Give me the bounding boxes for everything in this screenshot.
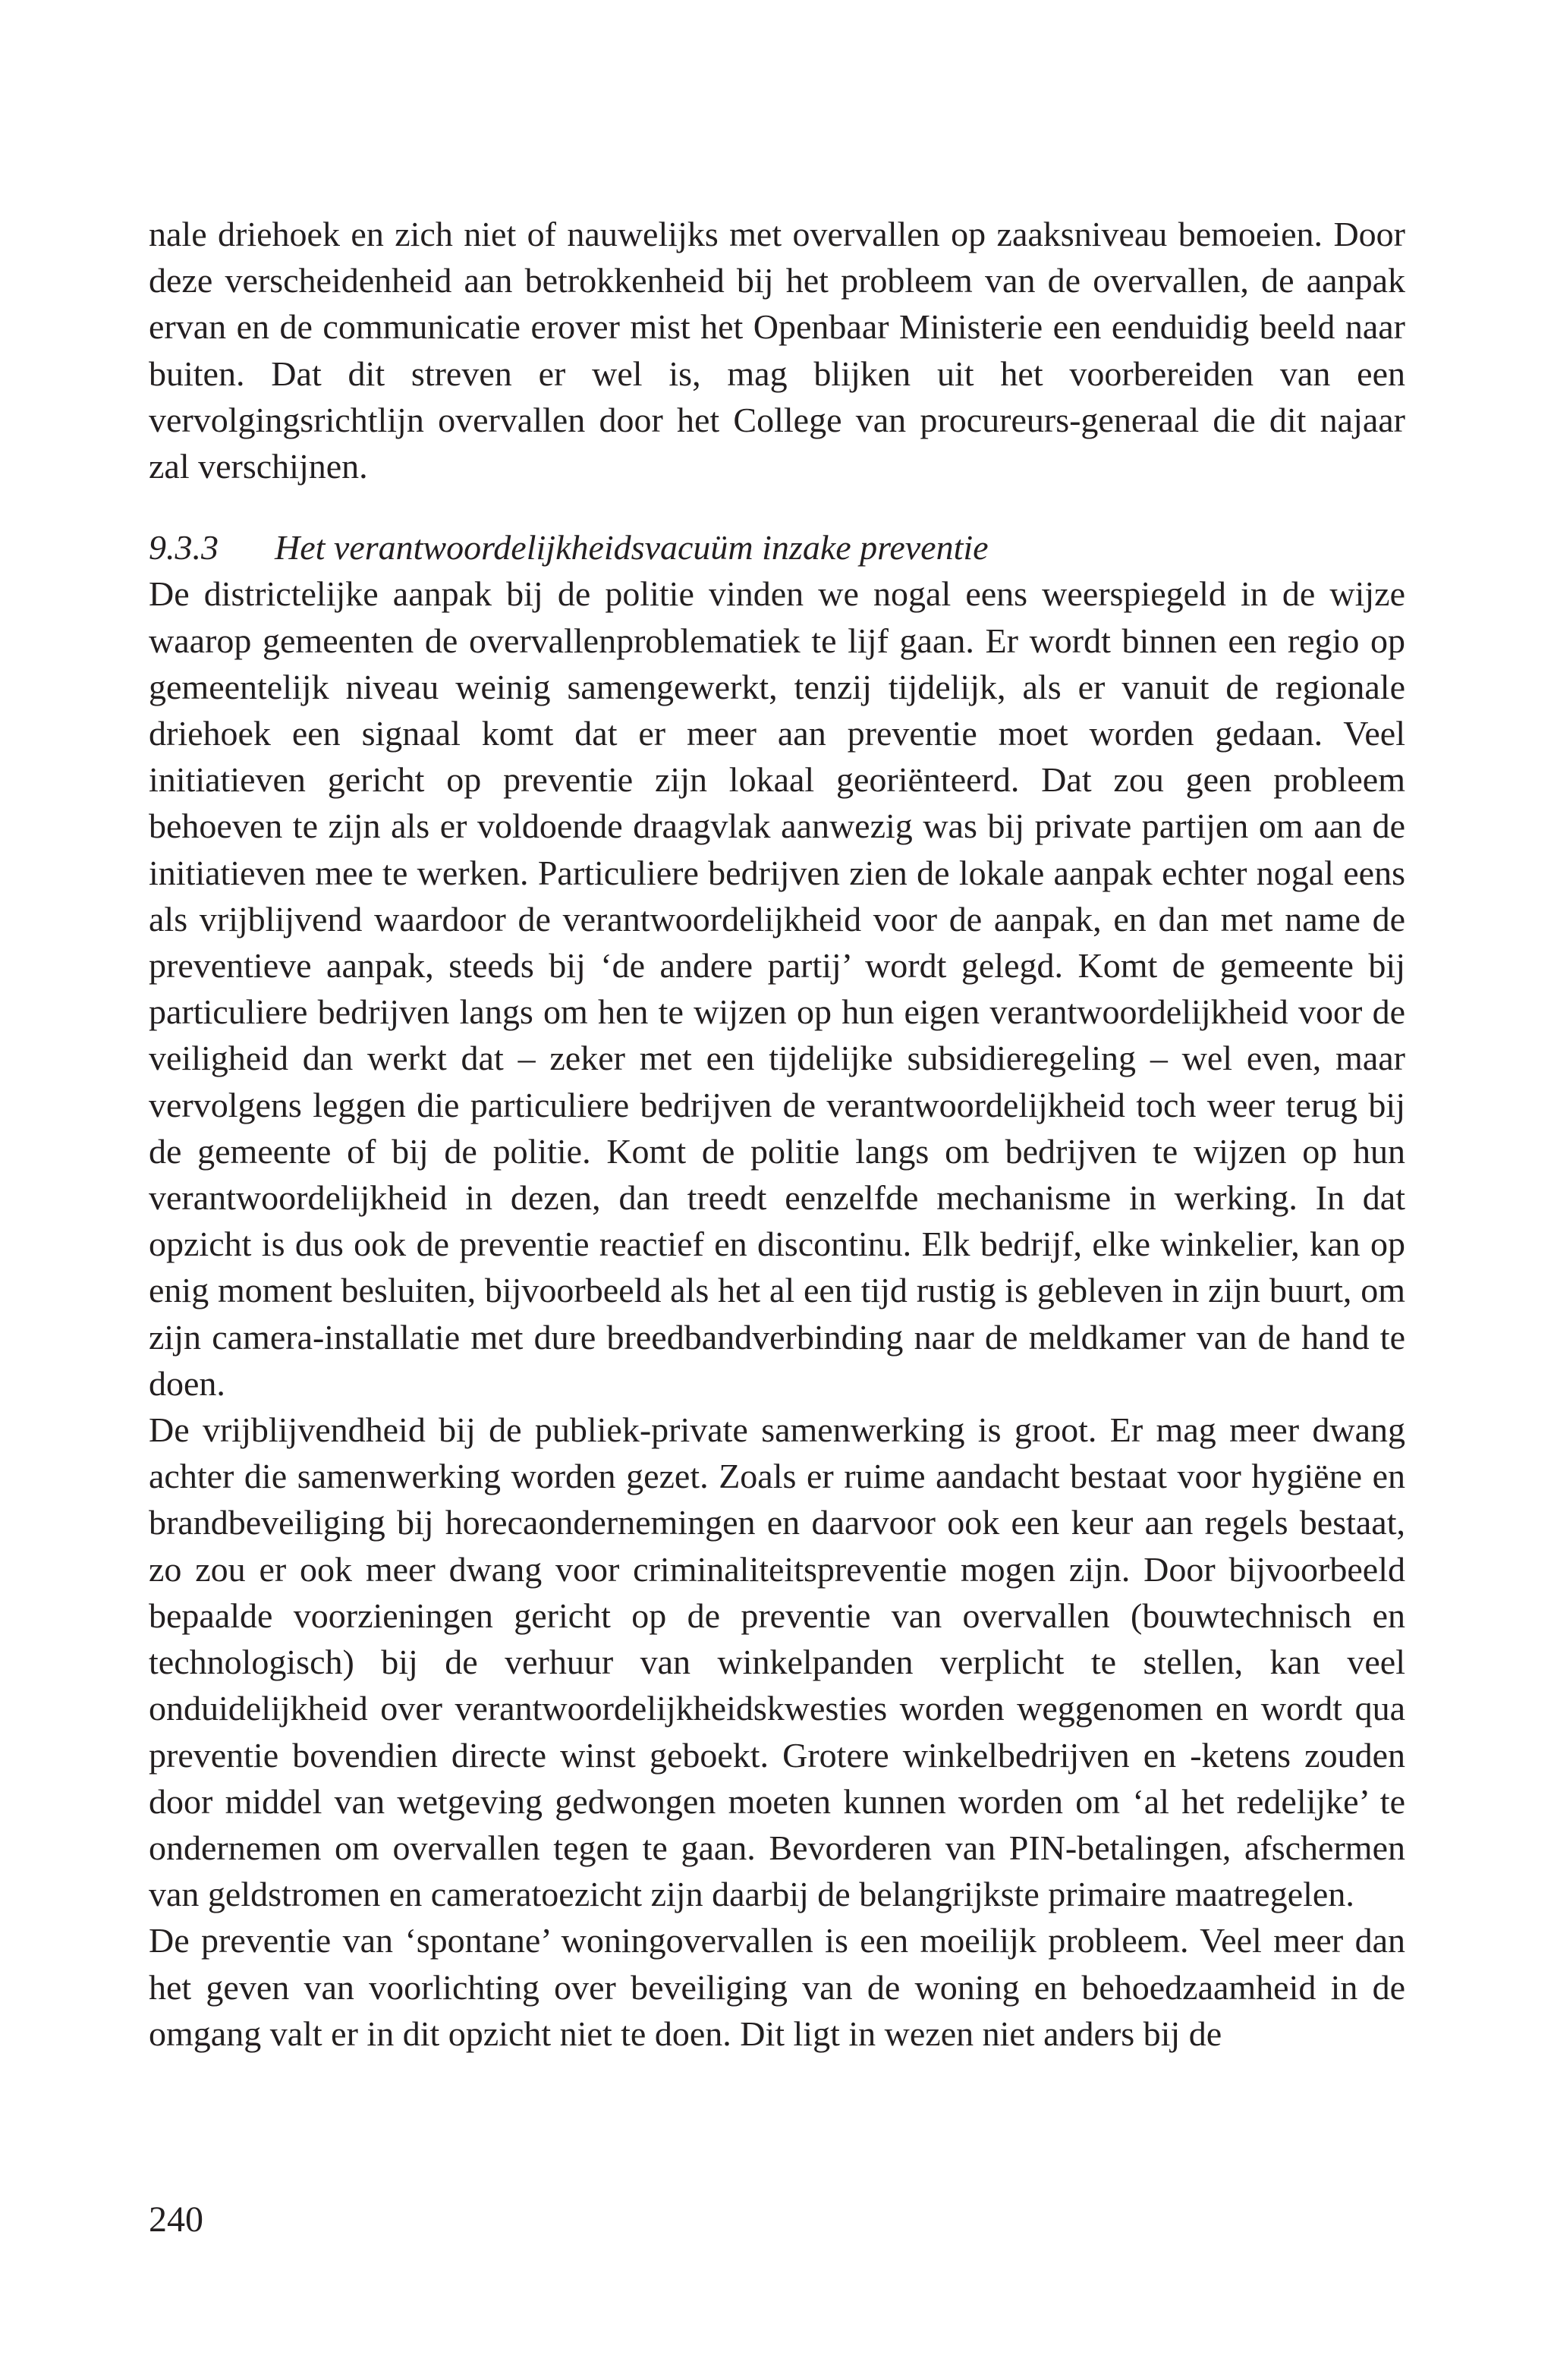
paragraph-intro: nale driehoek en zich niet of nauwelijks met overvallen op zaaksniveau bemoeien. Door deze verscheidenheid aan betrokkenheid bij het probleem van de overvallen, de aanpak ervan en de communicatie erover mist het Openbaar Ministerie een eenduidig beeld naar buiten. Dat dit streven er wel is, mag blijken uit het voorbereiden van een vervolgingsrichtlijn overvallen door het College van procureurs-generaal die dit najaar zal verschijnen. xyxy=(149,215,1405,486)
page-body xyxy=(149,211,1405,2057)
section-number: 9.3.3 xyxy=(149,528,219,567)
paragraph-public-private: De vrijblijvendheid bij de publiek-private samenwerking is groot. Er mag meer dwang achter die samenwerking worden gezet. Zoals er ruime aandacht bestaat voor hygiëne en brandbeveiliging bij horecaondernemingen en daarvoor ook een keur aan regels bestaat, zo zou er ook meer dwang voor criminaliteitspreventie mogen zijn. Door bijvoorbeeld bepaalde voorzieningen gericht op de preventie van overvallen (bouwtechnisch en technologisch) bij de verhuur van winkelpanden verplicht te stellen, kan veel onduidelijkheid over verantwoordelijkheidskwesties worden weggenomen en wordt qua preventie bovendien directe winst geboekt. Grotere winkelbedrijven en -ketens zouden door middel van wetgeving gedwongen moeten kunnen worden om ‘al het redelijke’ te ondernemen om overvallen tegen te gaan. Bevorderen van PIN-betalingen, afschermen van geldstromen en cameratoezicht zijn daarbij de belangrijkste primaire maatregelen. xyxy=(149,1410,1405,1914)
paragraph-district-approach: De districtelijke aanpak bij de politie vinden we nogal eens weerspiegeld in de wijze waarop gemeenten de overvallenproblematiek te lijf gaan. Er wordt binnen een regio op gemeentelijk niveau weinig samengewerkt, tenzij tijdelijk, als er vanuit de regionale driehoek een signaal komt dat er meer aan preventie moet worden gedaan. Veel initiatieven gericht op preventie zijn lokaal georiënteerd. Dat zou geen probleem behoeven te zijn als er voldoende draagvlak aanwezig was bij private partijen om aan de initiatieven mee te werken. Particuliere bedrijven zien de lokale aanpak echter nogal eens als vrijblijvend waardoor de verantwoordelijkheid voor de aanpak, en dan met name de preventieve aanpak, steeds bij ‘de andere partij’ wordt gelegd. Komt de gemeente bij particuliere bedrijven langs om hen te wijzen op hun eigen verantwoordelijkheid voor de veiligheid dan werkt dat – zeker met een tijdelijke subsidieregeling – wel even, maar vervolgens leggen die particuliere bedrijven de verantwoordelijkheid toch weer terug bij de gemeente of bij de politie. Komt de politie langs om bedrijven te wijzen op hun verantwoordelijkheid in dezen, dan treedt eenzelfde mechanisme in werking. In dat opzicht is dus ook de preventie reactief en discontinu. Elk bedrijf, elke winkelier, kan op enig moment besluiten, bijvoorbeeld als het al een tijd rustig is gebleven in zijn buurt, om zijn camera-installatie met dure breedbandverbinding naar de meldkamer van de hand te doen. xyxy=(149,574,1405,1403)
section-heading xyxy=(149,524,1405,571)
page-number: 240 xyxy=(149,2199,203,2240)
section-title: Het verantwoordelijkheidsvacuüm inzake preventie xyxy=(275,528,989,567)
paragraph-home-robberies: De preventie van ‘spontane’ woningovervallen is een moeilijk probleem. Veel meer dan het geven van voorlichting over beveiliging van de woning en behoedzaamheid in de omgang valt er in dit opzicht niet te doen. Dit ligt in wezen niet anders bij de xyxy=(149,1921,1405,2053)
